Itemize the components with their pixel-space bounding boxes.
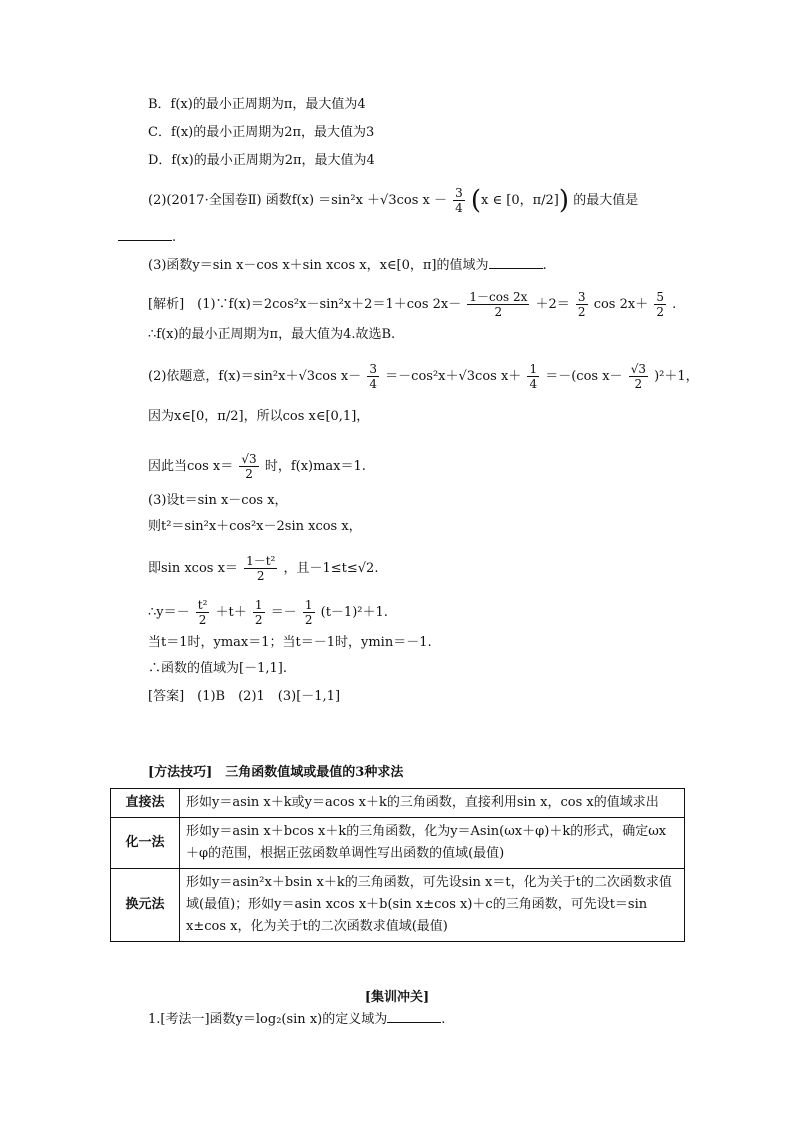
s1b-num: 1－cos 2x: [469, 290, 528, 304]
s1d-frac: [576, 290, 588, 319]
solution-line-11: ∴函数的值域为[－1,1].: [148, 661, 287, 676]
q2-interval: x ∈ [0，π/2]: [481, 193, 559, 208]
method-name: 换元法: [111, 869, 180, 942]
s1a: [解析] (1)∵f(x)＝2cos²x－sin²x＋2＝1＋cos 2x－: [148, 297, 462, 312]
practice-title: [集训冲关]: [364, 990, 430, 1005]
practice-q1-text: 1.[考法一]函数y＝log₂(sin x)的定义域为: [148, 1012, 388, 1027]
q2-suffix: 的最大值是: [573, 193, 639, 208]
s3-frac-2-num: 1: [529, 362, 538, 376]
solution-line-3: [148, 362, 699, 391]
solution-line-7: 则t²＝sin²x＋cos²x－2sin xcos x，: [148, 519, 362, 534]
s1e: cos 2x＋: [593, 297, 649, 312]
s1c: ＋2＝: [535, 297, 570, 312]
s9e: ＝－: [270, 605, 297, 620]
method-title: [方法技巧] 三角函数值域或最值的3种求法: [148, 765, 404, 780]
s9a: ∴y＝－: [148, 605, 190, 620]
s3d-frac: [629, 362, 648, 391]
s8b-num: 1－t²: [246, 554, 276, 568]
option-b: B．f(x)的最小正周期为π，最大值为4: [148, 97, 366, 112]
s1g: .: [672, 297, 677, 312]
s1f-frac: [654, 290, 666, 319]
q2-frac-den: 4: [455, 201, 463, 215]
solution-line-4: [148, 408, 369, 426]
practice-question-1: [148, 1010, 445, 1029]
practice-q1-blank: [387, 1010, 441, 1023]
s3-frac-1-den: 4: [369, 377, 378, 391]
s5b: 时，f(x)max＝1.: [264, 459, 366, 474]
solution-line-6: (3)设t＝sin x－cos x，: [148, 493, 288, 508]
s9b-num: t²: [197, 598, 208, 612]
s4a: 因为x∈: [148, 409, 191, 424]
q3-blank: [489, 256, 543, 269]
solution-line-8: [148, 554, 378, 583]
q2-fraction: [453, 186, 465, 215]
q2-frac-num: 3: [455, 186, 463, 200]
s9f-den: 2: [304, 613, 313, 627]
s1d-den: 2: [577, 305, 586, 319]
q2-answer-line: [118, 228, 176, 247]
s3c: ＝－(cos x－: [545, 369, 623, 384]
table-row: [111, 818, 685, 869]
table-row: [111, 869, 685, 942]
s8b-den: 2: [256, 569, 265, 583]
q2-end: .: [172, 230, 177, 245]
s3-frac-1-num: 3: [369, 362, 378, 376]
s3e: )²＋1，: [654, 369, 699, 384]
method-name: 直接法: [111, 789, 180, 818]
method-desc: 形如y＝asin x＋bcos x＋k的三角函数，化为y＝Asin(ωx＋φ)＋k的形式，确定ωx＋φ的范围，根据正弦函数单调性写出函数的值域(最值): [180, 818, 685, 869]
s5a: 因此当cos x＝: [148, 459, 234, 474]
s9f-frac: [303, 598, 315, 627]
s1b-frac: [467, 290, 529, 319]
s9d-num: 1: [254, 598, 263, 612]
s1b-den: 2: [494, 305, 503, 319]
s3-frac-2-den: 4: [529, 377, 538, 391]
s9b-den: 2: [198, 613, 207, 627]
table-row: [111, 789, 685, 818]
s4c: ，所以cos x∈[0,1]，: [243, 409, 370, 424]
s9b-frac: [196, 598, 210, 627]
q2-right-paren: ): [558, 185, 570, 216]
question-3: [148, 256, 547, 275]
option-c: C．f(x)的最小正周期为2π，最大值为3: [148, 125, 375, 140]
practice-q1-end: .: [441, 1012, 446, 1027]
s8b-frac: [244, 554, 277, 583]
s9g: (t－1)²＋1.: [320, 605, 388, 620]
s3b: ＝－cos²x＋√3cos x＋: [385, 369, 522, 384]
s1f-den: 2: [656, 305, 664, 319]
q2-prefix: (2)(2017·全国卷Ⅱ) 函数f(x) ＝sin²x ＋√3cos x －: [148, 193, 447, 208]
s3d-den: 2: [634, 377, 643, 391]
q2-blank: [118, 228, 172, 241]
solution-line-1: [148, 290, 676, 319]
q2-left-paren: (: [470, 185, 482, 216]
q3-end: .: [542, 258, 547, 273]
solution-line-9: [148, 598, 388, 627]
s5-frac-num: √3: [241, 452, 257, 466]
s9d-frac: [253, 598, 265, 627]
s3d-num: √3: [630, 362, 646, 376]
s3a: (2)依题意，f(x)＝sin²x＋√3cos x－: [148, 369, 362, 384]
q3-text: (3)函数y＝sin x－cos x＋sin xcos x，x∈[0，π]的值域为: [148, 258, 489, 273]
method-table: [110, 788, 685, 942]
s5-frac-den: 2: [245, 467, 253, 481]
answer-line: [答案] (1)B (2)1 (3)[－1,1]: [148, 689, 341, 704]
method-desc: 形如y＝asin x＋k或y＝acos x＋k的三角函数，直接利用sin x，cos x的值域求出: [180, 789, 685, 818]
solution-line-2: ∴f(x)的最小正周期为π，最大值为4.故选B.: [148, 327, 396, 342]
s3-frac-2: [527, 362, 539, 391]
s4b: [0，π/2]: [190, 409, 244, 424]
s8c: ，且－1≤t≤√2.: [283, 561, 379, 576]
s3-frac-1: [367, 362, 379, 391]
s1f-num: 5: [656, 290, 664, 304]
s9d-den: 2: [254, 613, 263, 627]
s8a: 即sin xcos x＝: [148, 561, 238, 576]
solution-line-5: [148, 452, 366, 481]
solution-line-10: 当t＝1时，ymax＝1；当t＝－1时，ymin＝－1.: [148, 635, 432, 650]
s9f-num: 1: [304, 598, 313, 612]
method-desc: 形如y＝asin²x＋bsin x＋k的三角函数，可先设sin x＝t，化为关于t的二次函数求值域(最值)；形如y＝asin xcos x＋b(sin x±cos x)＋c的三角函数，可先设t＝sin x±cos x，化为关于t的二次函数求值域(最值): [180, 869, 685, 942]
question-2: [148, 186, 638, 215]
s5-frac: [239, 452, 258, 481]
s1d-num: 3: [577, 290, 586, 304]
option-d: D．f(x)的最小正周期为2π，最大值为4: [148, 153, 375, 168]
method-name: 化一法: [111, 818, 180, 869]
s9c: ＋t＋: [215, 605, 247, 620]
